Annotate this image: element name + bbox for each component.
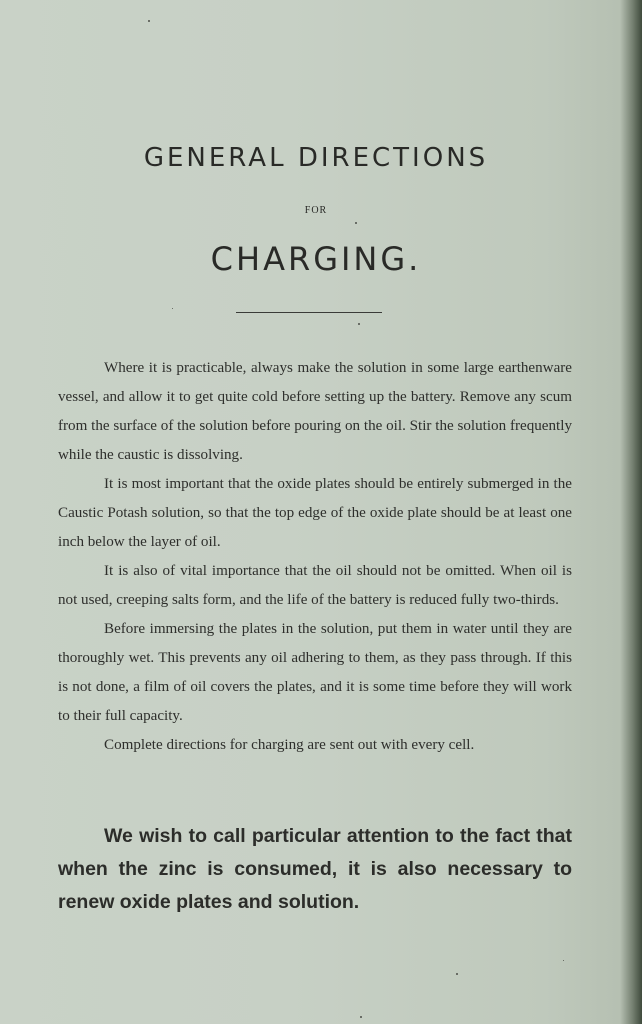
page-title: GENERAL DIRECTIONS [143,143,489,173]
attention-notice: We wish to call particular attention to the fact that when the zinc is consumed, it is also necessary to renew oxide plates and solution. [58,825,572,913]
title-divider [236,312,382,313]
paper-speck [148,20,150,22]
paper-speck [358,323,360,325]
paragraph: Where it is practicable, always make the solution in some large earthenware vessel, and allow it to get quite cold before setting up the battery. Remove any scum from the surface of the solution before pouring on the oil. Stir the solution frequently while the caustic is dissolving. [58,360,572,463]
paper-speck [360,1016,362,1018]
paper-speck [563,960,564,961]
paper-speck [456,973,458,975]
page-subtitle: CHARGING. [210,240,422,278]
paragraph: It is most important that the oxide plates should be entirely submerged in the Caustic Potash solution, so that the top edge of the oxide plate should be at least one inch below the layer of oil. [58,476,572,550]
directions-body [58,354,572,760]
paragraph: It is also of vital importance that the oil should not be omitted. When oil is not used, creeping salts form, and the life of the battery is reduced fully two-thirds. [58,563,572,608]
paper-speck [172,308,173,309]
paragraph: Complete directions for charging are sent out with every cell. [104,737,475,753]
title-connector: FOR [304,205,328,216]
paragraph: Before immersing the plates in the solution, put them in water until they are thoroughly wet. This prevents any oil adhering to them, as they pass through. If this is not done, a film of oil covers the plates, and it is some time before they will work to their full capacity. [58,621,572,724]
paper-speck [355,222,357,224]
